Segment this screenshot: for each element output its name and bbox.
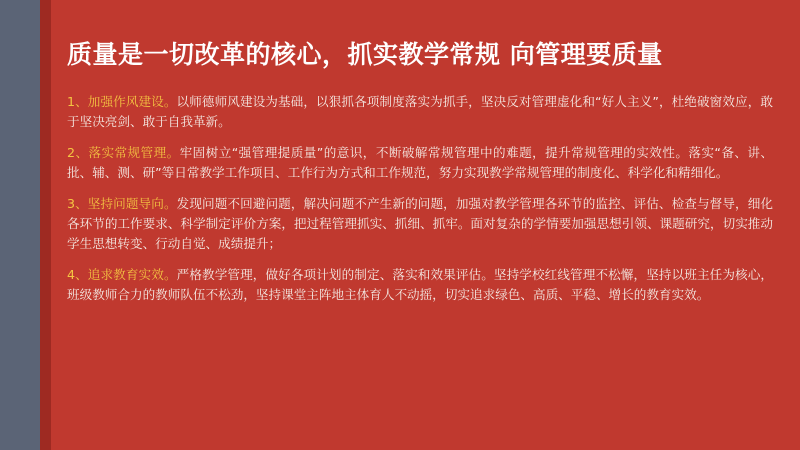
paragraph-2-text: 牢固树立“强管理提质量”的意识，不断破解常规管理中的难题，提升常规管理的实效性。落实“备、讲、批、辅、测、研”等日常教学工作项目、工作行为方式和工作规范，努力实现教学常规管理的制度化、科学化和精细化。 [67, 144, 774, 181]
paragraph-4-text: 严格教学管理，做好各项计划的制定、落实和效果评估。坚持学校红线管理不松懈，坚持以班主任为核心，班级教师合力的教师队伍不松劲，坚持课堂主阵地主体育人不动摇，切实追求绿色、高质、平稳、增长的教育实效。 [67, 266, 774, 303]
paragraph-1 [67, 92, 773, 133]
paragraph-1-lead: 1、加强作风建设。 [67, 94, 177, 109]
paragraph-3 [67, 194, 773, 255]
paragraph-4 [67, 265, 773, 306]
paragraph-1-text: 以师德师风建设为基础，以狠抓各项制度落实为抓手，坚决反对管理虚化和“好人主义”，杜绝破窗效应，敢于坚决亮剑、敢于自我革新。 [67, 94, 773, 130]
paragraph-3-text: 发现问题不回避问题，解决问题不产生新的问题，加强对教学管理各环节的监控、评估、检查与督导，细化各环节的工作要求、科学制定评价方案，把过程管理抓实、抓细、抓牢。面对复杂的学情要加强思想引领、课题研究，切实推动学生思想转变、行动自觉、成绩提升； [67, 195, 774, 252]
paragraph-2-lead: 2、落实常规管理。 [67, 144, 180, 160]
slide-title: 质量是一切改革的核心，抓实教学常规 向管理要质量 [67, 40, 663, 69]
paragraph-2 [67, 143, 773, 184]
slide-body [67, 92, 773, 306]
accent-bar [40, 0, 51, 450]
paragraph-3-lead: 3、坚持问题导向。 [67, 195, 177, 211]
paragraph-4-lead: 4、追求教育实效。 [67, 266, 177, 282]
slide-canvas [40, 0, 800, 450]
